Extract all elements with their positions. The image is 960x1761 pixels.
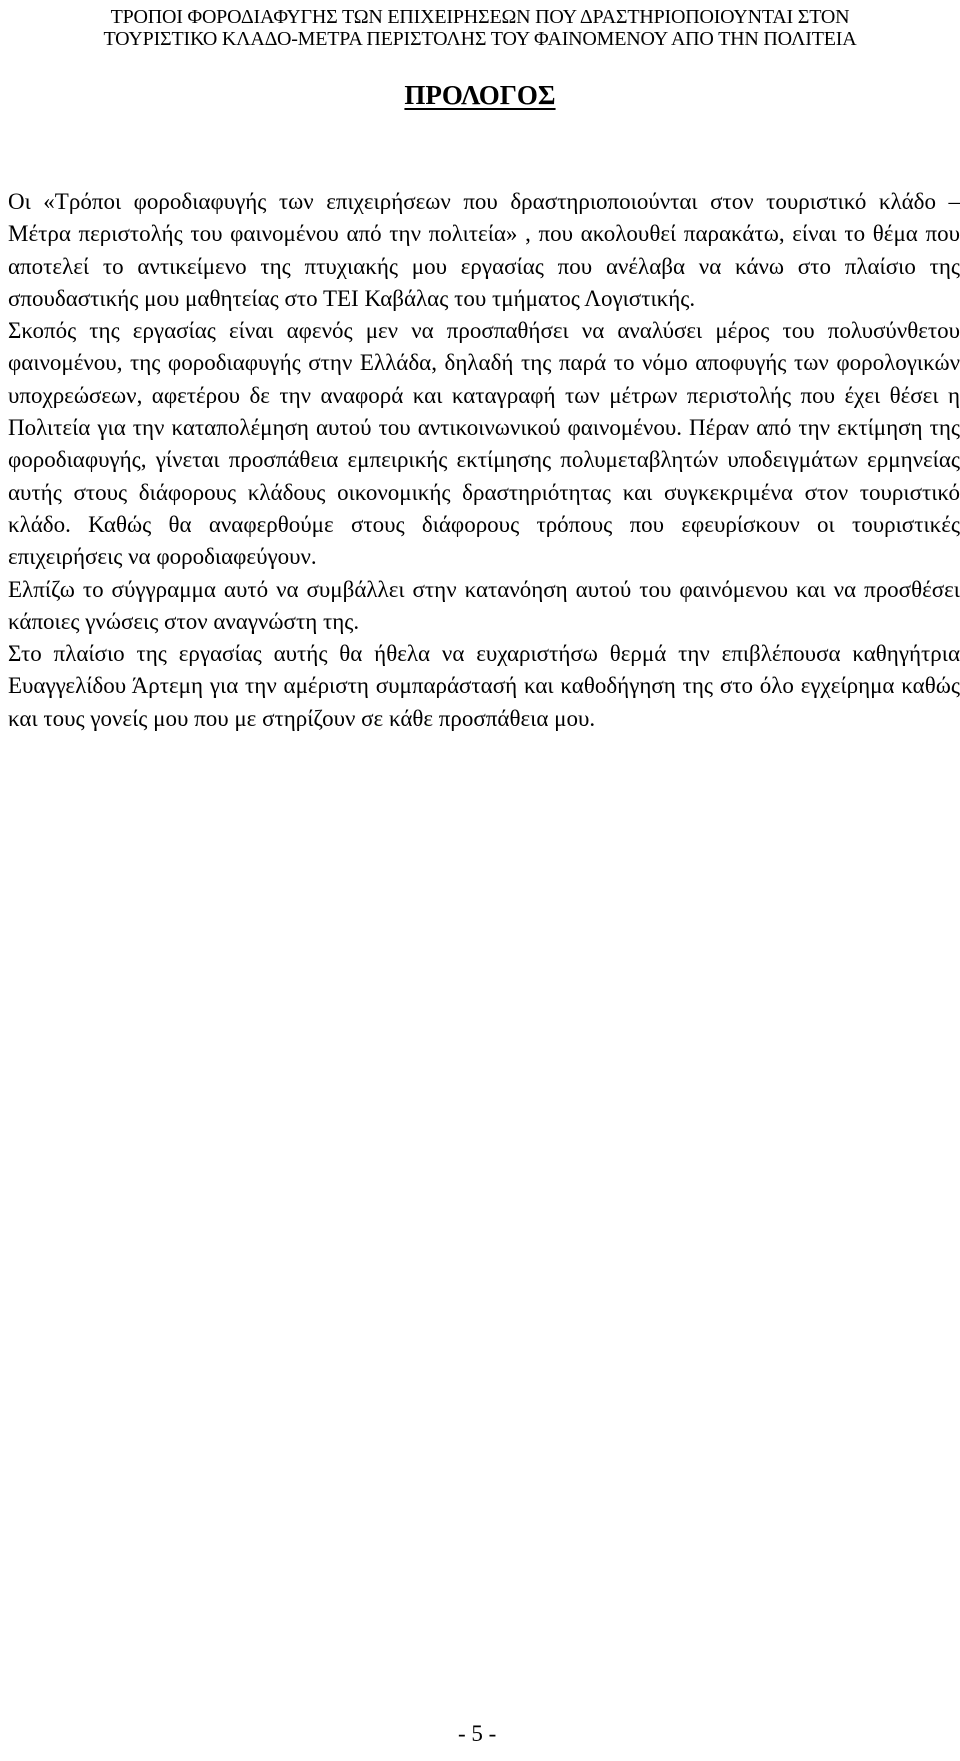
body-text <box>8 186 960 735</box>
page-number: - 5 - <box>458 1721 497 1746</box>
page-title: ΠΡΟΛΟΓΟΣ <box>404 80 556 110</box>
running-header-line-2: ΤΟΥΡΙΣΤΙΚΟ ΚΛΑΔΟ-ΜΕΤΡΑ ΠΕΡΙΣΤΟΛΗΣ ΤΟΥ ΦΑΙΝΟΜΕΝΟΥ ΑΠΟ ΤΗΝ ΠΟΛΙΤΕΙΑ <box>103 28 857 50</box>
paragraph-hope: Ελπίζω το σύγγραμμα αυτό να συμβάλλει στην κατανόηση αυτού του φαινόμενου και να προσθέσει κάποιες γνώσεις στον αναγνώστη της. <box>8 576 960 634</box>
paragraph-purpose: Σκοπός της εργασίας είναι αφενός μεν να προσπαθήσει να αναλύσει μέρος του πολυσύνθετου φαινομένου, της φοροδιαφυγής στην Ελλάδα, δηλαδή της παρά το νόμο αποφυγής των φορολογικών υποχρεώσεων, αφετέρου δε την αναφορά και καταγραφή των μέτρων περιστολής που έχει θέσει η Πολιτεία για την καταπολέμηση αυτού του αντικοινωνικού φαινομένου. Πέραν από την εκτίμηση της φοροδιαφυγής, γίνεται προσπάθεια εμπειρικής εκτίμησης πολυμεταβλητών υποδειγμάτων ερμηνείας αυτής στους διάφορους κλάδους οικονομικής δραστηριότητας και συγκεκριμένα στον τουριστικό κλάδο. Καθώς θα αναφερθούμε στους διάφορους τρόπους που εφευρίσκουν οι τουριστικές επιχειρήσεις να φοροδιαφεύγουν. <box>8 318 960 570</box>
paragraph-acknowledgements: Στο πλαίσιο της εργασίας αυτής θα ήθελα να ευχαριστήσω θερμά την επιβλέπουσα καθηγήτρια Ευαγγελίδου Άρτεμη για την αμέριστη συμπαράστασή και καθοδήγηση της στο όλο εγχείρημα καθώς και τους γονείς μου που με στηρίζουν σε κάθε προσπάθεια μου. <box>8 641 960 731</box>
running-header <box>0 6 960 50</box>
running-header-line-1: ΤΡΟΠΟΙ ΦΟΡΟΔΙΑΦΥΓΗΣ ΤΩΝ ΕΠΙΧΕΙΡΗΣΕΩΝ ΠΟΥ ΔΡΑΣΤΗΡΙΟΠΟΙΟΥΝΤΑΙ ΣΤΟΝ <box>110 6 850 28</box>
paragraph-intro: Οι «Τρόποι φοροδιαφυγής των επιχειρήσεων που δραστηριοποιούνται στον τουριστικό κλάδο – Μέτρα περιστολής του φαινομένου από την πολιτεία» , που ακολουθεί παρακάτω, είναι το θέμα που αποτελεί το αντικείμενο της πτυχιακής μου εργασίας που ανέλαβα να κάνω στο πλαίσιο της σπουδαστικής μου μαθητείας στο ΤΕΙ Καβάλας του τμήματος Λογιστικής. <box>8 189 960 311</box>
